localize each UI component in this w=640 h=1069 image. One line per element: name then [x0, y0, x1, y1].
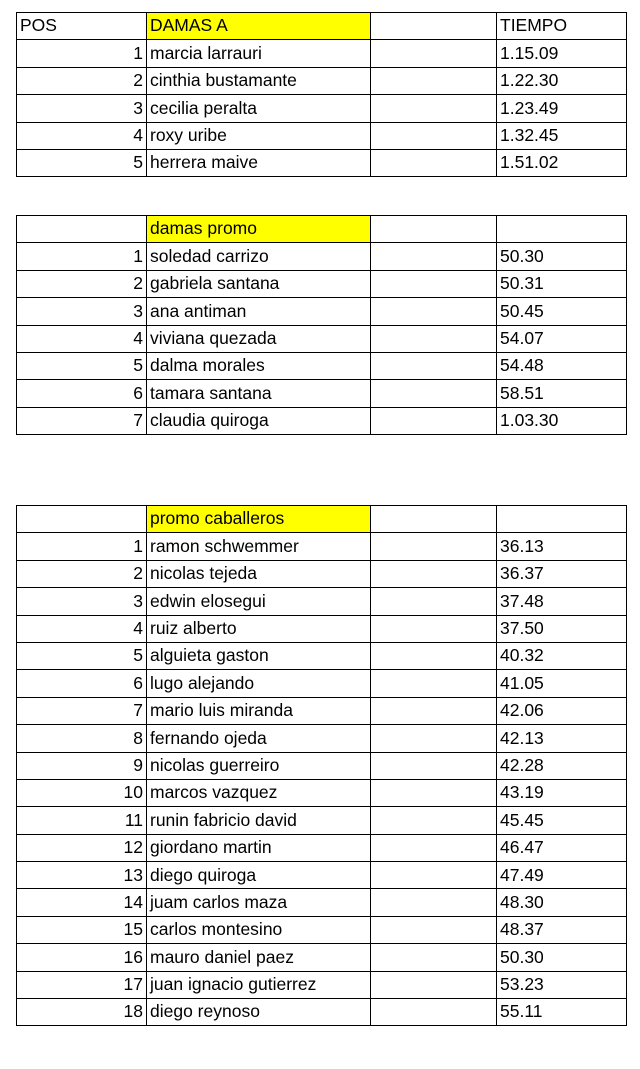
table-row	[17, 270, 627, 297]
position-cell: 2	[17, 560, 147, 587]
position-cell: 1	[17, 533, 147, 560]
results-table-damas-promo	[16, 215, 627, 435]
position-cell: 1	[17, 243, 147, 270]
results-table-promo-caballeros	[16, 505, 627, 1026]
position-cell: 4	[17, 615, 147, 642]
tiempo-column-header: TIEMPO	[497, 13, 627, 40]
name-cell: lugo alejando	[147, 670, 371, 697]
table-row	[17, 889, 627, 916]
blank-cell	[371, 834, 497, 861]
results-body	[17, 506, 627, 1026]
section-header-row	[17, 13, 627, 40]
time-cell: 1.03.30	[497, 407, 627, 434]
blank-cell	[371, 298, 497, 325]
table-row	[17, 725, 627, 752]
name-cell: diego reynoso	[147, 999, 371, 1026]
time-cell: 48.37	[497, 916, 627, 943]
blank-cell	[371, 67, 497, 94]
tiempo-column-header	[497, 216, 627, 243]
time-cell: 41.05	[497, 670, 627, 697]
table-row	[17, 407, 627, 434]
table-row	[17, 615, 627, 642]
blank-cell	[371, 243, 497, 270]
time-cell: 37.50	[497, 615, 627, 642]
time-cell: 1.32.45	[497, 122, 627, 149]
blank-cell	[371, 560, 497, 587]
time-cell: 50.30	[497, 243, 627, 270]
table-row	[17, 352, 627, 379]
blank-cell	[371, 916, 497, 943]
table-row	[17, 67, 627, 94]
table-row	[17, 588, 627, 615]
blank-cell	[371, 95, 497, 122]
table-row	[17, 243, 627, 270]
position-cell: 4	[17, 122, 147, 149]
blank-cell	[371, 944, 497, 971]
time-cell: 37.48	[497, 588, 627, 615]
blank-cell	[371, 697, 497, 724]
position-cell: 6	[17, 670, 147, 697]
table-row	[17, 380, 627, 407]
name-cell: ruiz alberto	[147, 615, 371, 642]
position-cell: 16	[17, 944, 147, 971]
section-header-row	[17, 506, 627, 533]
table-row	[17, 752, 627, 779]
blank-cell	[371, 352, 497, 379]
name-cell: cinthia bustamante	[147, 67, 371, 94]
table-row	[17, 999, 627, 1026]
time-cell: 48.30	[497, 889, 627, 916]
table-row	[17, 834, 627, 861]
table-row	[17, 697, 627, 724]
position-cell: 7	[17, 697, 147, 724]
blank-cell	[371, 40, 497, 67]
table-row	[17, 670, 627, 697]
time-cell: 58.51	[497, 380, 627, 407]
blank-cell	[371, 407, 497, 434]
name-cell: giordano martin	[147, 834, 371, 861]
blank-cell	[371, 506, 497, 533]
position-cell: 8	[17, 725, 147, 752]
table-row	[17, 533, 627, 560]
time-cell: 50.31	[497, 270, 627, 297]
blank-cell	[371, 999, 497, 1026]
blank-cell	[371, 807, 497, 834]
position-cell: 3	[17, 588, 147, 615]
blank-cell	[371, 380, 497, 407]
results-body	[17, 216, 627, 435]
name-cell: ramon schwemmer	[147, 533, 371, 560]
tiempo-column-header	[497, 506, 627, 533]
blank-cell	[371, 122, 497, 149]
time-cell: 42.28	[497, 752, 627, 779]
pos-column-header	[17, 216, 147, 243]
blank-cell	[371, 971, 497, 998]
table-row	[17, 40, 627, 67]
name-cell: herrera maive	[147, 149, 371, 176]
table-row	[17, 971, 627, 998]
table-row	[17, 916, 627, 943]
position-cell: 13	[17, 862, 147, 889]
name-cell: mario luis miranda	[147, 697, 371, 724]
position-cell: 14	[17, 889, 147, 916]
blank-cell	[371, 862, 497, 889]
time-cell: 1.22.30	[497, 67, 627, 94]
blank-cell	[371, 149, 497, 176]
name-cell: marcos vazquez	[147, 779, 371, 806]
section-header-row	[17, 216, 627, 243]
name-cell: mauro daniel paez	[147, 944, 371, 971]
blank-cell	[371, 270, 497, 297]
time-cell: 55.11	[497, 999, 627, 1026]
table-row	[17, 298, 627, 325]
time-cell: 46.47	[497, 834, 627, 861]
position-cell: 1	[17, 40, 147, 67]
name-cell: alguieta gaston	[147, 642, 371, 669]
position-cell: 17	[17, 971, 147, 998]
name-cell: runin fabricio david	[147, 807, 371, 834]
position-cell: 2	[17, 270, 147, 297]
blank-cell	[371, 325, 497, 352]
name-cell: carlos montesino	[147, 916, 371, 943]
blank-cell	[371, 752, 497, 779]
time-cell: 53.23	[497, 971, 627, 998]
name-cell: juam carlos maza	[147, 889, 371, 916]
name-cell: tamara santana	[147, 380, 371, 407]
position-cell: 9	[17, 752, 147, 779]
blank-cell	[371, 588, 497, 615]
position-cell: 5	[17, 149, 147, 176]
position-cell: 12	[17, 834, 147, 861]
position-cell: 15	[17, 916, 147, 943]
name-cell: claudia quiroga	[147, 407, 371, 434]
position-cell: 5	[17, 642, 147, 669]
section-title: damas promo	[147, 216, 371, 243]
time-cell: 54.48	[497, 352, 627, 379]
pos-column-header	[17, 506, 147, 533]
position-cell: 7	[17, 407, 147, 434]
time-cell: 40.32	[497, 642, 627, 669]
name-cell: marcia larrauri	[147, 40, 371, 67]
blank-cell	[371, 533, 497, 560]
blank-cell	[371, 670, 497, 697]
blank-cell	[371, 725, 497, 752]
blank-cell	[371, 13, 497, 40]
name-cell: roxy uribe	[147, 122, 371, 149]
time-cell: 36.37	[497, 560, 627, 587]
time-cell: 54.07	[497, 325, 627, 352]
position-cell: 2	[17, 67, 147, 94]
table-row	[17, 95, 627, 122]
table-row	[17, 807, 627, 834]
time-cell: 1.51.02	[497, 149, 627, 176]
time-cell: 1.23.49	[497, 95, 627, 122]
section-title: DAMAS A	[147, 13, 371, 40]
time-cell: 1.15.09	[497, 40, 627, 67]
blank-cell	[371, 216, 497, 243]
table-row	[17, 325, 627, 352]
time-cell: 42.06	[497, 697, 627, 724]
time-cell: 43.19	[497, 779, 627, 806]
blank-cell	[371, 615, 497, 642]
name-cell: soledad carrizo	[147, 243, 371, 270]
table-row	[17, 560, 627, 587]
name-cell: gabriela santana	[147, 270, 371, 297]
time-cell: 45.45	[497, 807, 627, 834]
results-table-damas-a	[16, 12, 627, 177]
table-row	[17, 779, 627, 806]
position-cell: 3	[17, 298, 147, 325]
time-cell: 50.45	[497, 298, 627, 325]
pos-column-header: POS	[17, 13, 147, 40]
section-title: promo caballeros	[147, 506, 371, 533]
blank-cell	[371, 642, 497, 669]
position-cell: 6	[17, 380, 147, 407]
table-row	[17, 862, 627, 889]
table-row	[17, 642, 627, 669]
position-cell: 5	[17, 352, 147, 379]
name-cell: diego quiroga	[147, 862, 371, 889]
name-cell: juan ignacio gutierrez	[147, 971, 371, 998]
table-row	[17, 944, 627, 971]
blank-cell	[371, 779, 497, 806]
name-cell: edwin elosegui	[147, 588, 371, 615]
position-cell: 18	[17, 999, 147, 1026]
position-cell: 4	[17, 325, 147, 352]
name-cell: nicolas tejeda	[147, 560, 371, 587]
name-cell: cecilia peralta	[147, 95, 371, 122]
time-cell: 47.49	[497, 862, 627, 889]
time-cell: 50.30	[497, 944, 627, 971]
position-cell: 11	[17, 807, 147, 834]
position-cell: 3	[17, 95, 147, 122]
name-cell: nicolas guerreiro	[147, 752, 371, 779]
name-cell: ana antiman	[147, 298, 371, 325]
name-cell: viviana quezada	[147, 325, 371, 352]
name-cell: fernando ojeda	[147, 725, 371, 752]
results-body	[17, 13, 627, 177]
time-cell: 42.13	[497, 725, 627, 752]
table-row	[17, 122, 627, 149]
name-cell: dalma morales	[147, 352, 371, 379]
time-cell: 36.13	[497, 533, 627, 560]
table-row	[17, 149, 627, 176]
position-cell: 10	[17, 779, 147, 806]
blank-cell	[371, 889, 497, 916]
